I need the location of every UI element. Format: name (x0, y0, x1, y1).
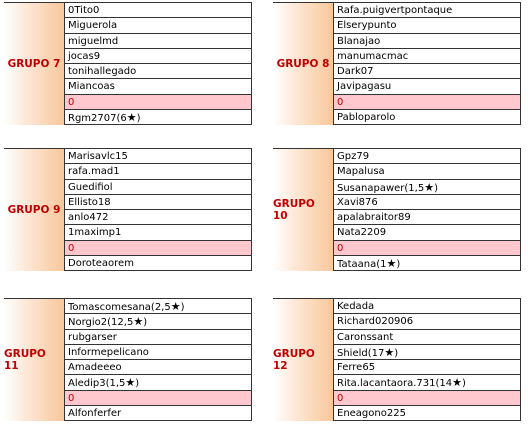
player-suffix: ) (396, 259, 401, 271)
player-name: Doroteaorem (68, 258, 134, 270)
player-name: Elserypunto (337, 20, 397, 32)
player-row[interactable] (65, 360, 252, 375)
player-name: tonihallegado (68, 66, 137, 78)
player-row[interactable] (334, 330, 521, 345)
star-icon: ★ (452, 376, 462, 390)
group-label: GRUPO 10 (273, 149, 334, 271)
player-row[interactable] (65, 18, 252, 33)
player-row[interactable] (65, 406, 252, 421)
player-name: Amadeeeo (68, 362, 122, 374)
group-7 (4, 2, 252, 125)
player-name: Rita.lacantaora.731(14 (337, 378, 453, 390)
player-row[interactable] (334, 164, 521, 179)
player-name: Pabloparolo (337, 112, 396, 124)
group-9 (4, 148, 252, 271)
player-suffix: ) (462, 378, 466, 390)
player-name: Miguerola (68, 20, 118, 32)
player-row[interactable] (65, 210, 252, 225)
player-list (334, 149, 521, 271)
player-row[interactable] (65, 64, 252, 79)
group-table (4, 2, 252, 125)
player-name: Kedada (337, 301, 375, 312)
player-name: Shield(17 (337, 347, 385, 359)
player-row[interactable] (334, 345, 521, 360)
player-list (65, 3, 252, 125)
empty-slot-row[interactable] (334, 241, 521, 256)
player-name: Caronssant (337, 331, 394, 343)
player-list (65, 149, 252, 271)
player-row[interactable] (65, 299, 252, 314)
empty-slot-row[interactable] (65, 95, 252, 110)
player-name: Blanajao (337, 35, 381, 47)
player-name: 0 (337, 392, 344, 404)
player-row[interactable] (334, 64, 521, 79)
player-row[interactable] (65, 180, 252, 195)
player-name: Norgio2(12,5 (68, 317, 134, 329)
group-table (4, 148, 252, 271)
player-name: Informepelicano (68, 346, 149, 358)
player-name: 0 (337, 242, 344, 254)
player-row[interactable] (65, 330, 252, 345)
player-row[interactable] (65, 256, 252, 271)
player-suffix: ) (394, 347, 399, 359)
star-icon: ★ (386, 257, 397, 271)
star-icon: ★ (170, 300, 181, 313)
star-icon: ★ (384, 345, 395, 359)
group-label: GRUPO 12 (273, 299, 334, 421)
group-11 (4, 298, 252, 421)
player-name: Dark07 (337, 66, 374, 78)
group-8 (273, 2, 521, 125)
player-name: Richard020906 (337, 316, 414, 328)
player-row[interactable] (334, 195, 521, 210)
empty-slot-row[interactable] (65, 241, 252, 256)
player-list (334, 299, 521, 421)
star-icon: ★ (133, 315, 144, 329)
player-row[interactable] (334, 18, 521, 33)
player-name: Alfonferfer (68, 408, 122, 420)
player-row[interactable] (65, 314, 252, 329)
group-label: GRUPO 8 (273, 3, 334, 125)
player-row[interactable] (334, 180, 521, 195)
group-12 (273, 298, 521, 421)
player-name: Xavi876 (337, 196, 378, 208)
player-suffix: ) (434, 182, 438, 194)
player-suffix: ) (136, 113, 141, 125)
player-name: apalabraitor89 (337, 212, 411, 224)
player-name: Rgm2707(6 (68, 113, 127, 125)
player-name: Gpz79 (337, 151, 370, 162)
group-table (273, 148, 521, 271)
player-row[interactable] (65, 195, 252, 210)
player-name: Tataana(1 (337, 259, 387, 271)
star-icon: ★ (424, 180, 435, 194)
player-row[interactable] (334, 406, 521, 421)
player-name: Nata2209 (337, 227, 387, 239)
player-row[interactable] (334, 375, 521, 390)
player-row[interactable] (65, 375, 252, 390)
player-name: Rafa.puigvertpontaque (337, 5, 453, 16)
player-name: miguelmd (68, 35, 119, 47)
group-label: GRUPO 7 (4, 3, 65, 125)
player-name: Ferre65 (337, 362, 376, 374)
player-name: rafa.mad1 (68, 166, 120, 178)
player-row[interactable] (65, 34, 252, 49)
player-row[interactable] (65, 79, 252, 94)
player-row[interactable] (334, 49, 521, 64)
player-row[interactable] (334, 34, 521, 49)
player-list (65, 299, 252, 421)
player-suffix: ) (180, 302, 185, 313)
player-name: 0 (68, 96, 75, 108)
player-name: 0 (68, 242, 75, 254)
player-row[interactable] (334, 3, 521, 18)
player-name: Marisavlc15 (68, 151, 128, 162)
player-name: Ellisto18 (68, 196, 111, 208)
group-label: GRUPO 11 (4, 299, 65, 421)
player-suffix: ) (135, 378, 140, 390)
group-table (273, 2, 521, 125)
player-row[interactable] (334, 210, 521, 225)
star-icon: ★ (126, 111, 137, 125)
player-row[interactable] (65, 164, 252, 179)
empty-slot-row[interactable] (334, 391, 521, 406)
player-row[interactable] (65, 225, 252, 240)
player-row[interactable] (65, 49, 252, 64)
player-row[interactable] (65, 345, 252, 360)
group-10 (273, 148, 521, 271)
player-row[interactable] (334, 79, 521, 94)
player-row[interactable] (65, 149, 252, 164)
player-name: Miancoas (68, 81, 115, 93)
player-row[interactable] (65, 110, 252, 125)
star-icon: ★ (125, 376, 136, 390)
empty-slot-row[interactable] (334, 95, 521, 110)
player-name: Javipagasu (337, 81, 392, 93)
player-row[interactable] (334, 314, 521, 329)
player-row[interactable] (334, 299, 521, 314)
group-label: GRUPO 9 (4, 149, 65, 271)
player-name: 1maximp1 (68, 227, 122, 239)
player-name: Guedifiol (68, 181, 113, 193)
player-row[interactable] (334, 149, 521, 164)
player-name: Susanapawer(1,5 (337, 182, 425, 194)
player-row[interactable] (65, 3, 252, 18)
player-name: jocas9 (68, 50, 101, 62)
player-name: 0 (337, 96, 344, 108)
player-name: Mapalusa (337, 166, 385, 178)
player-list (334, 3, 521, 125)
player-row[interactable] (334, 225, 521, 240)
player-name: Aledip3(1,5 (68, 378, 126, 390)
empty-slot-row[interactable] (65, 391, 252, 406)
player-name: Tomascomesana(2,5 (68, 302, 171, 313)
player-row[interactable] (334, 256, 521, 271)
group-table (4, 298, 252, 421)
player-name: 0 (68, 392, 75, 404)
player-row[interactable] (334, 110, 521, 125)
player-name: anlo472 (68, 212, 109, 224)
player-row[interactable] (334, 360, 521, 375)
group-table (273, 298, 521, 421)
player-name: manumacmac (337, 50, 409, 62)
player-name: 0Tito0 (68, 5, 100, 16)
player-name: rubgarser (68, 331, 117, 343)
player-suffix: ) (143, 317, 148, 329)
player-name: Eneagono225 (337, 408, 406, 420)
